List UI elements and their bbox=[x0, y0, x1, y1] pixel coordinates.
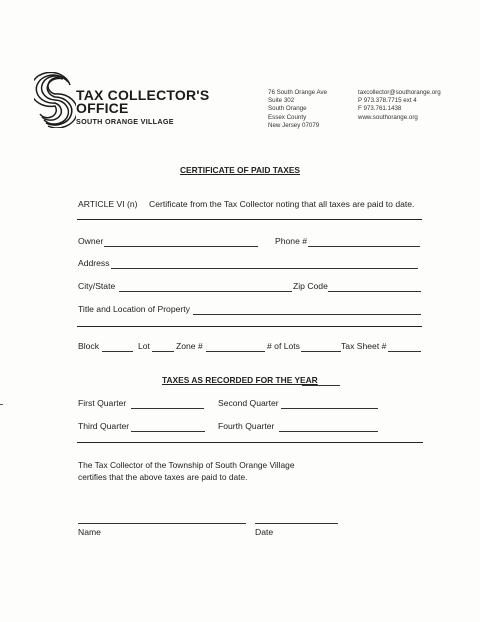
tax-year-field[interactable] bbox=[302, 385, 340, 386]
margin-mark bbox=[0, 404, 3, 405]
lot-label: Lot bbox=[138, 341, 150, 351]
zip-code-label: Zip Code bbox=[293, 281, 328, 291]
org-subtitle: SOUTH ORANGE VILLAGE bbox=[76, 117, 174, 126]
article-description: Certificate from the Tax Collector noting that all taxes are paid to date. bbox=[149, 199, 415, 209]
second-quarter-field[interactable] bbox=[281, 408, 378, 409]
block-field[interactable] bbox=[102, 351, 133, 352]
zip-code-field[interactable] bbox=[328, 291, 421, 292]
second-quarter-label: Second Quarter bbox=[218, 398, 279, 408]
third-quarter-label: Third Quarter bbox=[78, 421, 130, 431]
tax-sheet-label: Tax Sheet # bbox=[341, 341, 387, 351]
name-signature-field[interactable] bbox=[78, 523, 246, 524]
num-lots-label: # of Lots bbox=[267, 341, 300, 351]
title-location-field-line2[interactable] bbox=[77, 326, 422, 327]
address-line: New Jersey 07079 bbox=[268, 121, 320, 129]
address-line: 76 South Orange Ave bbox=[268, 89, 328, 96]
org-title bbox=[76, 89, 209, 115]
date-field[interactable] bbox=[255, 523, 338, 524]
phone-field[interactable] bbox=[308, 246, 420, 247]
city-state-field[interactable] bbox=[119, 291, 292, 292]
address-line: Suite 302 bbox=[268, 97, 295, 105]
contact-phone: P 973.378.7715 ext 4 bbox=[358, 97, 417, 105]
address-label: Address bbox=[78, 258, 110, 268]
south-orange-logo bbox=[34, 72, 76, 128]
contact-website: www.southorange.org bbox=[358, 113, 418, 121]
divider bbox=[77, 442, 423, 443]
zone-field[interactable] bbox=[206, 351, 265, 352]
certificate-title: CERTIFICATE OF PAID TAXES bbox=[179, 165, 301, 175]
contact-email: taxcollector@southorange.org bbox=[358, 89, 441, 96]
certification-line: The Tax Collector of the Township of South Orange Village bbox=[78, 460, 295, 470]
phone-label: Phone # bbox=[275, 236, 308, 246]
article-code: ARTICLE VI (n) bbox=[78, 199, 138, 209]
org-title-line2: OFFICE bbox=[76, 100, 129, 116]
taxes-section-title: TAXES AS RECORDED FOR THE YEAR bbox=[162, 375, 318, 385]
name-label: Name bbox=[78, 527, 101, 537]
title-location-field[interactable] bbox=[193, 314, 421, 315]
address-field[interactable] bbox=[111, 268, 418, 269]
title-location-label: Title and Location of Property bbox=[78, 304, 190, 314]
third-quarter-field[interactable] bbox=[131, 431, 205, 432]
num-lots-field[interactable] bbox=[301, 351, 341, 352]
owner-field[interactable] bbox=[104, 246, 258, 247]
org-title-line1: TAX COLLECTOR'S bbox=[76, 87, 210, 103]
certification-line: certifies that the above taxes are paid to date. bbox=[78, 472, 248, 482]
lot-field[interactable] bbox=[152, 351, 174, 352]
owner-label: Owner bbox=[78, 236, 104, 246]
tax-sheet-field[interactable] bbox=[388, 351, 421, 352]
divider bbox=[77, 219, 422, 220]
fourth-quarter-field[interactable] bbox=[279, 431, 378, 432]
zone-label: Zone # bbox=[176, 341, 203, 351]
office-contact bbox=[358, 89, 441, 122]
first-quarter-field[interactable] bbox=[131, 408, 204, 409]
address-line: Essex County bbox=[268, 113, 307, 121]
city-state-label: City/State bbox=[78, 281, 116, 291]
first-quarter-label: First Quarter bbox=[78, 398, 127, 408]
address-line: South Orange bbox=[268, 105, 307, 113]
office-address bbox=[268, 89, 327, 130]
fourth-quarter-label: Fourth Quarter bbox=[218, 421, 275, 431]
certification-statement bbox=[78, 459, 294, 483]
block-label: Block bbox=[78, 341, 100, 351]
date-label: Date bbox=[255, 527, 274, 537]
contact-fax: F 973.761.1438 bbox=[358, 105, 402, 113]
